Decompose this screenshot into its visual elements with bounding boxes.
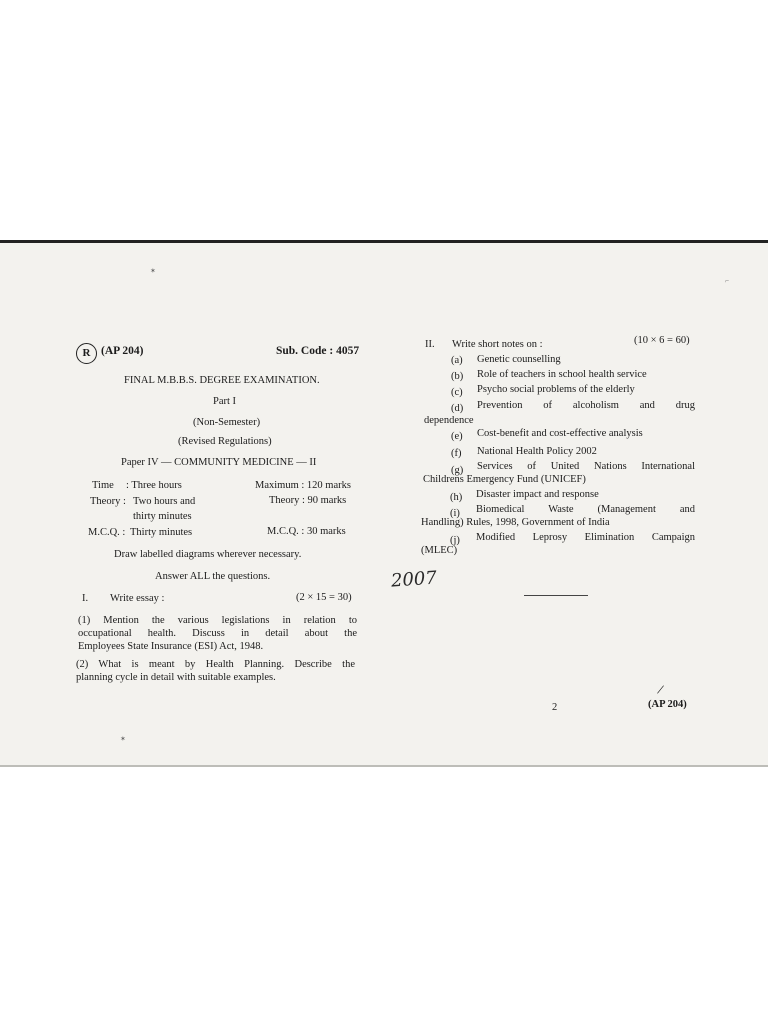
question-1-line-2: occupational health. Discuss in detail about the	[78, 628, 357, 639]
item-a-label: (a)	[451, 355, 463, 366]
section-number: I.	[82, 593, 89, 604]
theory-marks: Theory : 90 marks	[269, 495, 347, 506]
item-a-text: Genetic counselling	[477, 354, 561, 365]
mcq-label: M.C.Q. :	[88, 527, 126, 538]
mcq-marks: M.C.Q. : 30 marks	[267, 526, 346, 537]
page-number: 2	[552, 702, 558, 713]
footer-paper-code: (AP 204)	[648, 699, 687, 710]
item-f-text: National Health Policy 2002	[477, 446, 597, 457]
scan-speck: ⌐	[725, 277, 729, 285]
time-label: Time	[92, 480, 114, 491]
item-h-text: Disaster impact and response	[476, 489, 599, 500]
time-value: : Three hours	[126, 480, 182, 491]
regulations-label: (Revised Regulations)	[178, 436, 272, 447]
item-f-label: (f)	[451, 448, 462, 459]
scan-speck: ✶	[150, 267, 156, 275]
item-i-text: Biomedical Waste (Management and	[476, 504, 695, 515]
exam-title: FINAL M.B.B.S. DEGREE EXAMINATION.	[124, 375, 320, 386]
item-j-cont: (MLEC)	[421, 545, 458, 556]
paper-code: (AP 204)	[101, 345, 144, 357]
section-2-marks: (10 × 6 = 60)	[634, 335, 690, 346]
handwritten-year: 2007	[390, 567, 438, 592]
question-2-line-1: (2) What is meant by Health Planning. Describe the	[76, 659, 355, 670]
item-d-cont: dependence	[424, 415, 474, 426]
section-2-title: Write short notes on :	[452, 339, 543, 350]
item-j-label: (j)	[450, 535, 460, 546]
section-marks: (2 × 15 = 30)	[296, 592, 352, 603]
section-2-number: II.	[425, 339, 435, 350]
question-2-line-2: planning cycle in detail with suitable examples.	[76, 672, 276, 683]
item-c-label: (c)	[451, 387, 463, 398]
part-label: Part I	[213, 396, 237, 407]
item-e-text: Cost-benefit and cost-effective analysis	[477, 428, 643, 439]
item-i-label: (i)	[450, 508, 460, 519]
paper-title: Paper IV — COMMUNITY MEDICINE — II	[121, 457, 317, 468]
item-h-label: (h)	[450, 492, 463, 503]
instruction-answer-all: Answer ALL the questions.	[155, 571, 271, 582]
item-b-label: (b)	[451, 371, 464, 382]
instruction-diagrams: Draw labelled diagrams wherever necessary.	[114, 549, 302, 560]
mcq-time: Thirty minutes	[130, 527, 193, 538]
pen-tick-mark: /	[655, 682, 665, 699]
item-g-label: (g)	[451, 465, 464, 476]
maximum-marks: Maximum : 120 marks	[255, 480, 351, 491]
question-1-line-3: Employees State Insurance (ESI) Act, 1948.	[78, 641, 264, 652]
item-d-label: (d)	[451, 403, 464, 414]
subject-code: Sub. Code : 4057	[276, 345, 360, 357]
scan-speck: ✶	[120, 735, 126, 743]
item-g-cont: Childrens Emergency Fund (UNICEF)	[423, 474, 586, 485]
item-e-label: (e)	[451, 431, 463, 442]
end-rule	[524, 595, 588, 596]
exam-paper-scan	[0, 240, 768, 767]
item-g-text: Services of United Nations International	[477, 461, 695, 472]
item-d-text: Prevention of alcoholism and drug	[477, 400, 695, 411]
theory-time-cont: thirty minutes	[133, 511, 192, 522]
section-title: Write essay :	[110, 593, 165, 604]
theory-label: Theory :	[90, 496, 126, 507]
semester-label: (Non-Semester)	[193, 417, 261, 428]
item-b-text: Role of teachers in school health service	[477, 369, 647, 380]
question-1-line-1: (1) Mention the various legislations in relation to	[78, 615, 357, 626]
item-c-text: Psycho social problems of the elderly	[477, 384, 635, 395]
seal-icon: R	[76, 343, 97, 364]
theory-time: Two hours and	[133, 496, 196, 507]
item-j-text: Modified Leprosy Elimination Campaign	[476, 532, 695, 543]
item-i-cont: Handling) Rules, 1998, Government of India	[421, 517, 610, 528]
